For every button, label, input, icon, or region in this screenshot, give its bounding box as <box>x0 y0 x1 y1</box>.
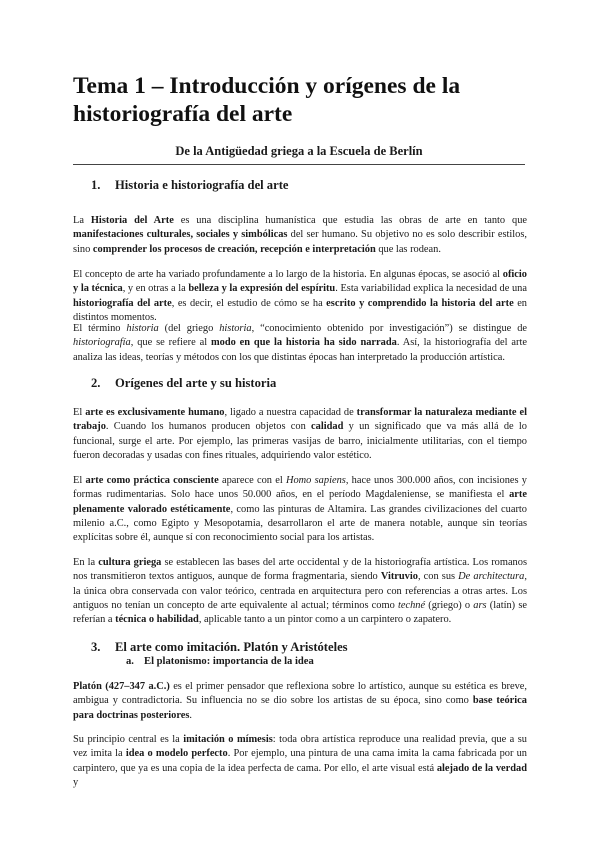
bold-run: arte plenamente valorado estéticamente <box>73 489 527 515</box>
text-run: que las rodean. <box>375 243 441 255</box>
subsection-a-heading <box>126 656 314 667</box>
bold-run: imitación o mímesis <box>183 734 273 745</box>
paragraph <box>73 322 527 365</box>
bold-run: Platón (427–347 a.C.) <box>73 681 170 692</box>
section-title: Historia e historiografía del arte <box>115 178 289 192</box>
title-divider <box>73 164 525 165</box>
text-run: El <box>73 407 86 418</box>
italic-run: Homo sapiens <box>285 475 346 486</box>
text-run: , y en otras a la <box>122 283 189 295</box>
text-run: El término <box>73 323 127 334</box>
italic-run: techné <box>397 599 426 611</box>
section-1-heading <box>91 178 288 193</box>
bold-run: arte como práctica consciente <box>85 475 219 486</box>
text-run: El <box>73 475 86 486</box>
text-run: es una disciplina humanística que estudia las obras de arte en tanto que <box>173 215 527 226</box>
bold-run: historiografía del arte <box>73 297 172 309</box>
paragraph <box>73 556 527 627</box>
italic-run: ars <box>473 599 487 611</box>
bold-run: comprender los procesos de creación, recepción e interpretación <box>92 243 376 255</box>
section-number: 3. <box>91 640 101 654</box>
text-run: , como las pinturas de Altamira. Las grandes civilizaciones del cuarto milenio a.C., como Egipto y Mesopotamia, desarrollaron el arte de manera notable, aunque sin teorías explícitas sobre él, aunque sí con reconocimiento social para los artistas. <box>73 503 527 544</box>
bold-run: calidad <box>311 421 344 433</box>
text-run: , con sus <box>417 571 459 583</box>
text-run: (latín) se referían a <box>73 599 527 626</box>
paragraph <box>73 680 527 723</box>
document-subtitle: De la Antigüedad griega a la Escuela de Berlín <box>175 144 423 158</box>
text-run: y <box>73 776 79 788</box>
text-run: Su principio central es la <box>73 734 184 745</box>
bold-run: técnica o habilidad <box>115 614 199 626</box>
paragraph <box>73 406 527 463</box>
bold-run: Historia del Arte <box>90 215 174 226</box>
italic-run: historiografía <box>73 337 131 349</box>
text-run: en distintos momentos. <box>73 297 527 323</box>
paragraph <box>73 733 527 790</box>
bold-run: idea o modelo perfecto <box>125 748 228 760</box>
text-run: . Así, la historiografía del arte analiza las ideas, teorías y métodos con los que distintas épocas han interpretado la producción artística. <box>73 337 527 363</box>
bold-run: manifestaciones culturales, sociales y simbólicas <box>73 229 288 241</box>
paragraph <box>73 214 527 257</box>
section-number: 1. <box>91 178 101 192</box>
text-run: , la única obra conservada con valor teórico, centrada en arquitectura pero con referencias a otras artes. Los antiguos no tenían un concepto de arte equivalente al actual; términos como <box>73 571 527 611</box>
bold-run: oficio y la técnica <box>73 269 527 295</box>
text-run: . Esta variabilidad explica la necesidad de una <box>335 283 527 295</box>
text-run: . <box>189 709 193 721</box>
section-3-heading <box>91 640 348 655</box>
text-run: , que se refiere al <box>130 337 211 349</box>
bold-run: base teórica para doctrinas posteriores <box>73 695 527 721</box>
text-run: , ligado a nuestra capacidad de <box>224 407 357 418</box>
text-run: (del griego <box>158 323 220 334</box>
italic-run: historia <box>126 323 159 334</box>
text-run: , es decir, el estudio de cómo se ha <box>171 297 327 309</box>
italic-run: De architectura <box>458 571 525 583</box>
bold-run: arte es exclusivamente humano <box>85 407 225 418</box>
text-run: La <box>73 215 91 226</box>
text-run: y un significado que va más allá de lo funcional, surge el arte. Por ejemplo, las primeras vasijas de barro, inicialmente utilitarias, con el tiempo fueron decoradas y usadas con fines rituales, adquiriendo valor estético. <box>73 421 527 461</box>
text-run: aparece con el <box>218 475 286 486</box>
bold-run: transformar la naturaleza mediante el trabajo <box>73 407 527 433</box>
text-run: . Por ejemplo, una pintura de una cama imita la cama fabricada por un carpintero, que ya es una copia de la idea perfecta de cama. Por ello, el arte visual está <box>73 748 527 774</box>
section-number: 2. <box>91 376 101 390</box>
text-run: es el primer pensador que reflexiona sobre lo artístico, aunque su estética es breve, ambigua y contradictoria. Su influencia no se dio sobre los artistas de su época, sino como <box>73 681 527 707</box>
text-run: , aplicable tanto a un pintor como a un carpintero o zapatero. <box>198 614 452 626</box>
text-run: del ser humano. Su objetivo no es solo describir estilos, sino <box>73 229 527 255</box>
text-run: En la <box>73 557 99 568</box>
italic-run: historia <box>219 323 252 334</box>
bold-run: cultura griega <box>98 557 162 568</box>
text-run: : toda obra artística reproduce una realidad previa, que a su vez imita la <box>73 734 527 760</box>
text-run: se establecen las bases del arte occidental y de la historiografía artística. Los romanos nos transmitieron textos antiguos, aunque de forma fragmentaria, siendo <box>73 557 527 583</box>
section-title: El arte como imitación. Platón y Aristóteles <box>115 640 348 654</box>
text-run: , hace unos 300.000 años, con incisiones y formas rudimentarias. Solo hace unos 50.000 años, en el período Magdaleniense, se manifiesta el <box>73 475 528 501</box>
paragraph <box>73 474 527 545</box>
bold-run: Vitruvio <box>380 571 418 583</box>
bold-run: belleza y la expresión del espíritu <box>188 283 336 295</box>
text-run: (griego) o <box>425 599 474 611</box>
bold-run: alejado de la verdad <box>436 762 527 774</box>
text-run: , “conocimiento obtenido por investigación”) se distingue de <box>251 323 528 334</box>
bold-run: modo en que la historia ha sido narrada <box>210 337 397 349</box>
bold-run: escrito y comprendido la historia del arte <box>326 297 514 309</box>
text-run: El concepto de arte ha variado profundamente a lo largo de la historia. En algunas épocas, se asoció al <box>73 269 503 280</box>
document-title: Tema 1 – Introducción y orígenes de la historiografía del arte <box>73 73 461 127</box>
section-title: Orígenes del arte y su historia <box>115 376 277 390</box>
subsection-title: El platonismo: importancia de la idea <box>144 656 314 667</box>
text-run: . Cuando los humanos producen objetos con <box>105 421 312 433</box>
paragraph <box>73 268 527 325</box>
section-2-heading <box>91 376 276 391</box>
subsection-number: a. <box>126 656 134 667</box>
